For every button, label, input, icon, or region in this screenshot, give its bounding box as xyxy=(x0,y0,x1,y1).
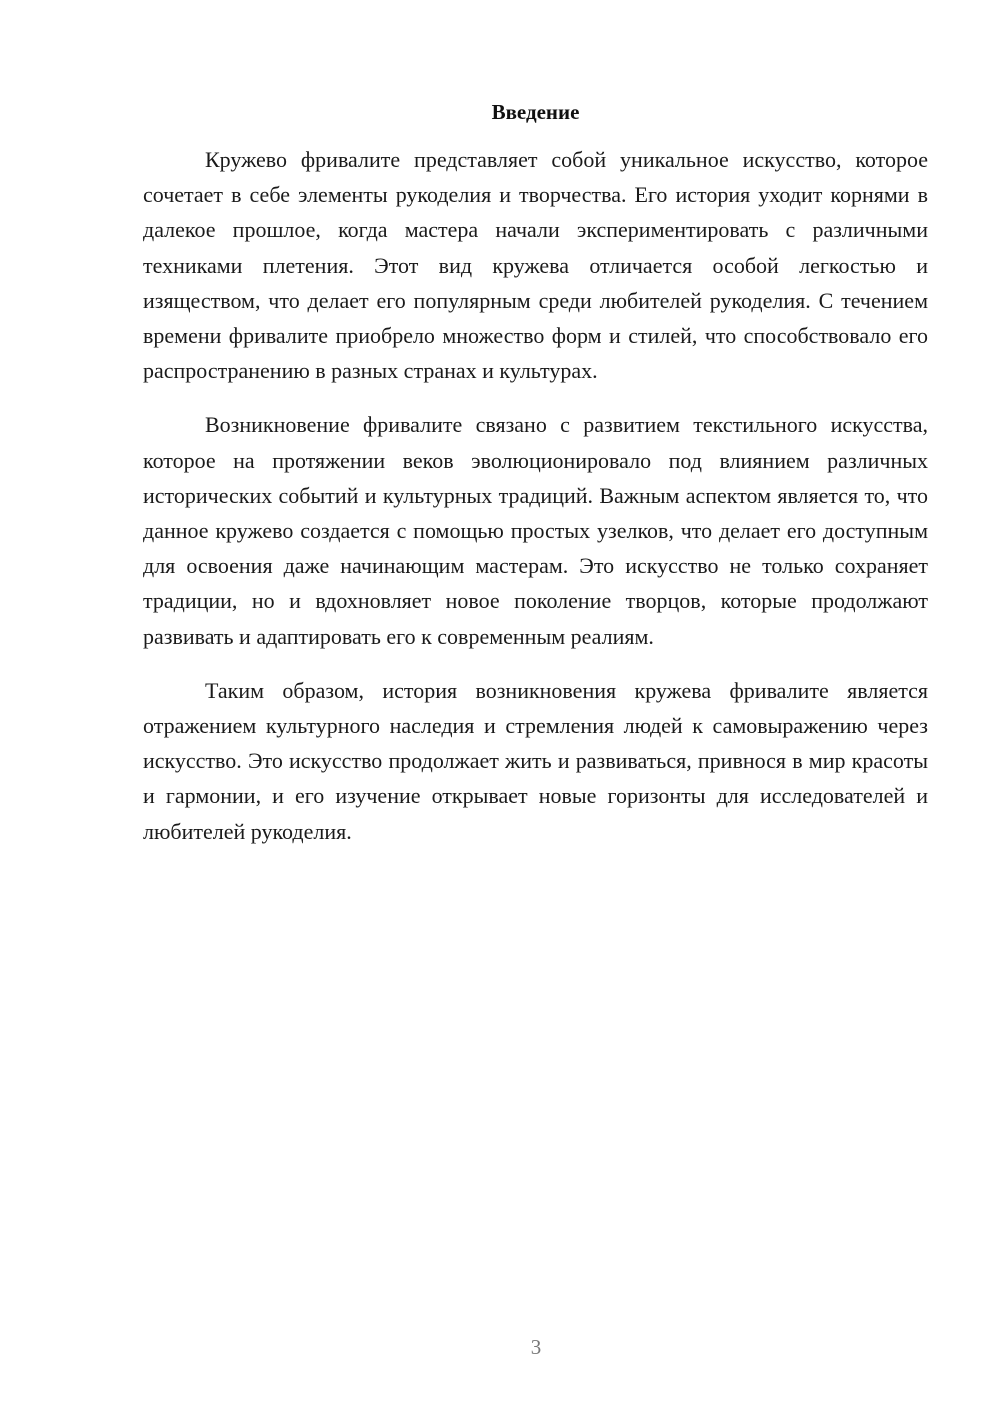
page-number: 3 xyxy=(530,1335,542,1359)
paragraph-1: Кружево фривалите представляет собой уникальное искусство, которое сочетает в себе элементы рукоделия и творчества. Его история уходит корнями в далекое прошлое, когда мастера начали экспериментировать с различными техниками плетения. Этот вид кружева отличается особой легкостью и изяществом, что делает его популярным среди любителей рукоделия. С течением времени фривалите приобрело множество форм и стилей, что способствовало его распространению в разных странах и культурах. xyxy=(143,147,928,384)
paragraph-3: Таким образом, история возникновения кружева фривалите является отражением культурного наследия и стремления людей к самовыражению через искусство. Это искусство продолжает жить и развиваться, привнося в мир красоты и гармонии, и его изучение открывает новые горизонты для исследователей и любителей рукоделия. xyxy=(143,677,928,844)
paragraph-2: Возникновение фривалите связано с развитием текстильного искусства, которое на протяжении веков эволюционировало под влиянием различных исторических событий и культурных традиций. Важным аспектом является то, что данное кружево создается с помощью простых узелков, что делает его доступным для освоения даже начинающим мастерам. Это искусство не только сохраняет традиции, но и вдохновляет новое поколение творцов, которые продолжают развивать и адаптировать его к современным реалиям. xyxy=(143,412,928,649)
section-heading: Введение xyxy=(491,100,580,124)
page-content xyxy=(143,96,928,868)
